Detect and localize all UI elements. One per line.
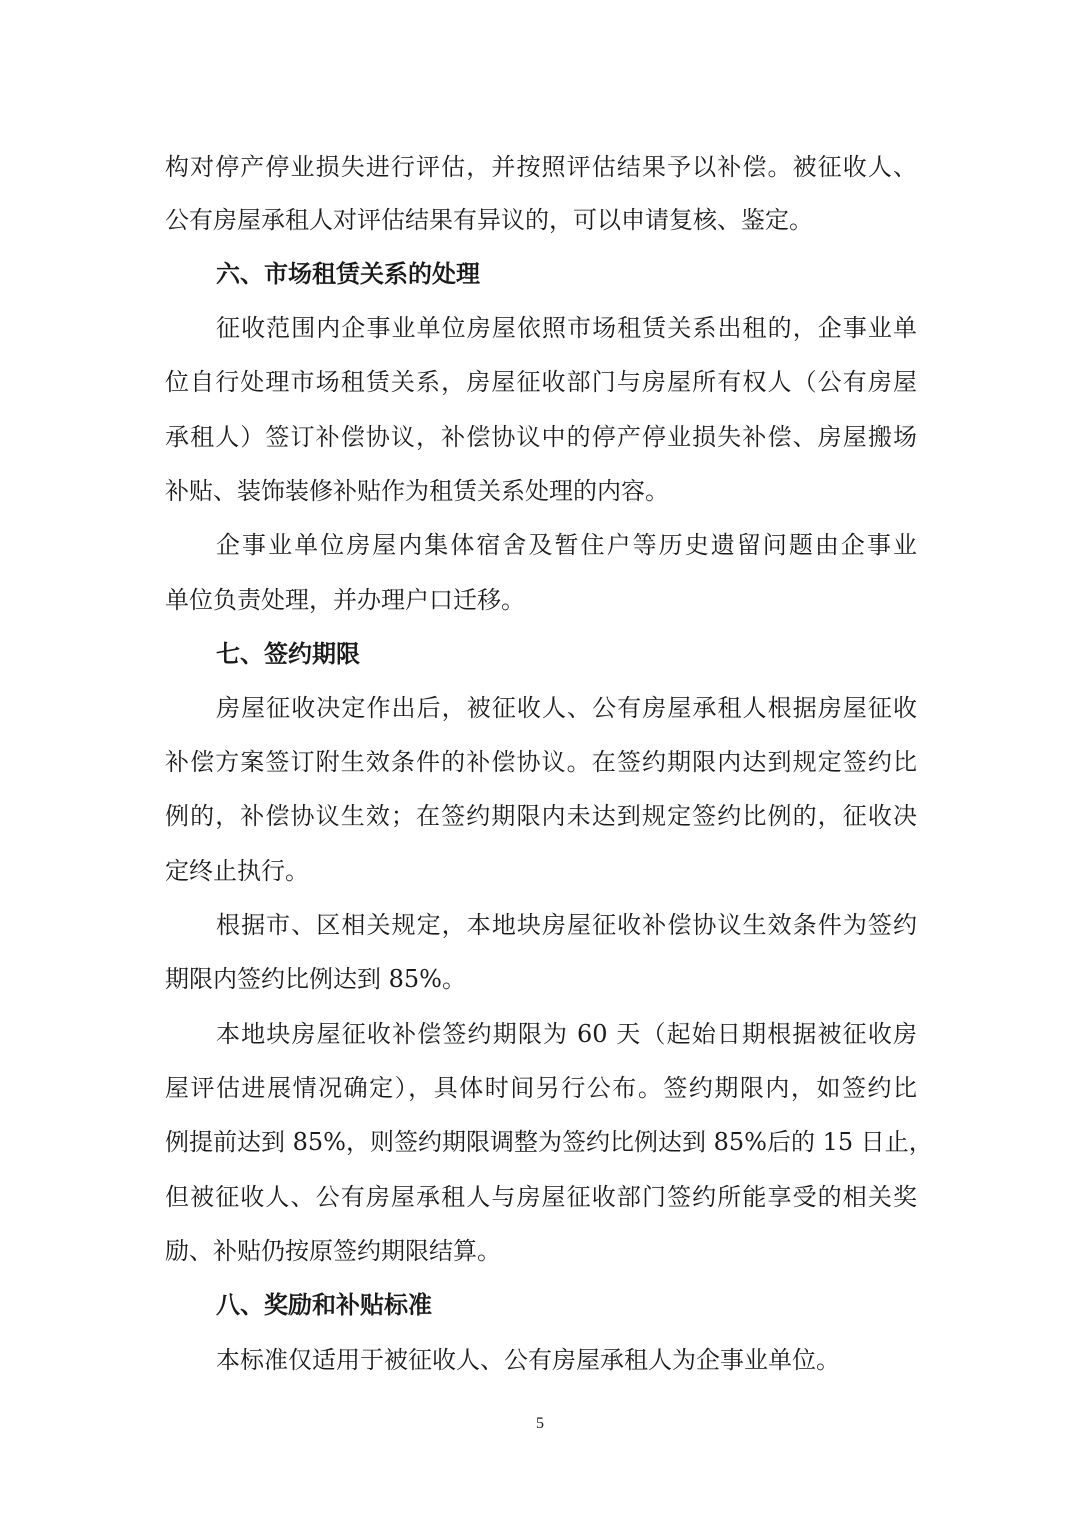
body-text-line: 单位负责处理，并办理户口迁移。 [165, 586, 525, 614]
body-text-line: 定终止执行。 [165, 857, 309, 885]
body-text-line: 公有房屋承租人对评估结果有异议的，可以申请复核、鉴定。 [165, 206, 813, 234]
body-text-line: 根据市、区相关规定，本地块房屋征收补偿协议生效条件为签约 [216, 911, 917, 939]
body-text-line: 补贴、装饰装修补贴作为租赁关系处理的内容。 [165, 477, 669, 505]
body-text-line: 征收范围内企事业单位房屋依照市场租赁关系出租的，企事业单 [216, 314, 917, 342]
body-text-line: 构对停产停业损失进行评估，并按照评估结果予以补偿。被征收人、 [165, 153, 917, 181]
body-text-line: 本标准仅适用于被征收人、公有房屋承租人为企事业单位。 [216, 1346, 840, 1374]
section-heading-8: 八、奖励和补贴标准 [216, 1291, 432, 1319]
body-text-line: 励、补贴仍按原签约期限结算。 [165, 1237, 501, 1265]
body-text-line: 位自行处理市场租赁关系，房屋征收部门与房屋所有权人（公有房屋 [165, 368, 917, 396]
body-text-line: 期限内签约比例达到 85%。 [165, 965, 466, 993]
body-text-line: 本地块房屋征收补偿签约期限为 60 天（起始日期根据被征收房 [216, 1020, 917, 1048]
body-text-line: 承租人）签订补偿协议，补偿协议中的停产停业损失补偿、房屋搬场 [165, 423, 917, 451]
body-text-line: 屋评估进展情况确定），具体时间另行公布。签约期限内，如签约比 [165, 1074, 917, 1102]
body-text-line: 但被征收人、公有房屋承租人与房屋征收部门签约所能享受的相关奖 [165, 1183, 917, 1211]
section-heading-6: 六、市场租赁关系的处理 [216, 260, 480, 288]
body-text-line: 例提前达到 85%，则签约期限调整为签约比例达到 85%后的 15 日止， [165, 1128, 933, 1156]
section-heading-7: 七、签约期限 [216, 640, 360, 668]
body-text-line: 房屋征收决定作出后，被征收人、公有房屋承租人根据房屋征收 [216, 694, 917, 722]
page-number: 5 [536, 1415, 544, 1432]
body-text-line: 补偿方案签订附生效条件的补偿协议。在签约期限内达到规定签约比 [165, 748, 917, 776]
body-text-line: 企事业单位房屋内集体宿舍及暂住户等历史遗留问题由企事业 [216, 531, 917, 559]
body-text-line: 例的，补偿协议生效；在签约期限内未达到规定签约比例的，征收决 [165, 802, 917, 830]
